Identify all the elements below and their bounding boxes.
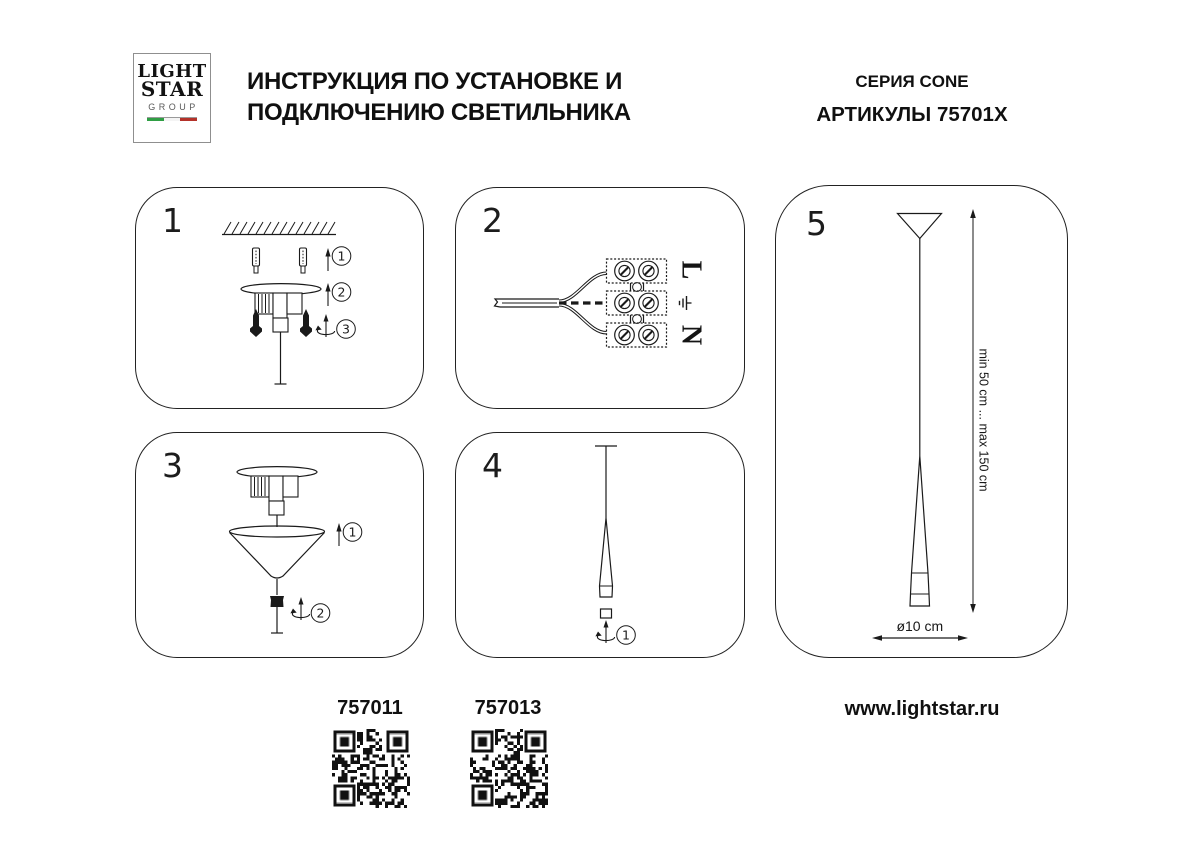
callout-1-rotate-icon <box>595 620 614 643</box>
canopy-cone <box>230 526 325 578</box>
step-5-number: 5 <box>806 204 827 243</box>
callout-1 <box>332 247 351 266</box>
website-label: www.lightstar.ru <box>844 698 1000 720</box>
step-1-number: 1 <box>162 201 183 240</box>
step-1-panel <box>135 187 424 409</box>
series-header <box>780 72 1044 127</box>
diameter-label: ø10 cm <box>896 618 944 634</box>
qr-code-757011 <box>332 729 410 808</box>
diffuser-cap <box>601 609 612 618</box>
wall-anchor-right <box>300 248 307 273</box>
ceiling-mount-plate <box>237 467 317 515</box>
step-2-number: 2 <box>482 201 503 240</box>
cord-grip <box>270 596 284 607</box>
pendant-cone-body <box>600 518 613 597</box>
lightstar-logo <box>133 53 211 143</box>
page-title-line2: ПОДКЛЮЧЕНИЮ СВЕТИЛЬНИКА <box>247 99 631 126</box>
terminal-screw <box>639 293 659 313</box>
callout-2-number: 2 <box>316 605 325 621</box>
callout-3 <box>337 320 356 339</box>
logo-word-star: STAR <box>140 77 204 101</box>
callout-3-number: 3 <box>342 321 350 337</box>
callout-1-number: 1 <box>337 248 346 264</box>
terminal-label-line: L <box>675 260 707 280</box>
wall-anchor-left <box>253 248 260 273</box>
series-label: СЕРИЯ CONE <box>855 72 969 91</box>
callout-1 <box>617 626 636 645</box>
pendant-cone-body <box>910 456 930 606</box>
step-3-panel <box>135 432 424 658</box>
callout-2-arrow-icon <box>325 283 330 306</box>
height-range-label: min 50 cm ... max 150 cm <box>976 348 991 492</box>
wire-ground <box>559 304 607 335</box>
callout-1-arrow-icon <box>325 248 330 271</box>
terminal-screw <box>615 293 635 313</box>
flag-red-segment <box>180 117 197 121</box>
page-title-line1: ИНСТРУКЦИЯ ПО УСТАНОВКЕ И <box>247 68 623 95</box>
callout-1 <box>343 523 362 542</box>
terminal-screw <box>639 261 659 281</box>
logo-word-group: GROUP <box>148 102 199 112</box>
wire-line <box>559 272 607 303</box>
step-1-diagram <box>136 188 425 410</box>
step-4-diagram <box>456 433 746 659</box>
article-code-757013: 757013 <box>474 697 542 719</box>
step-5-panel <box>775 185 1068 658</box>
callout-1-number: 1 <box>622 627 630 643</box>
articles-label: АРТИКУЛЫ 75701X <box>816 103 1008 126</box>
step-3-diagram <box>136 433 425 659</box>
flag-white-segment <box>164 117 181 121</box>
callout-2-rotate-icon <box>290 597 309 620</box>
callout-1-arrow-icon <box>336 523 341 546</box>
mains-cable <box>495 299 560 307</box>
height-dimension-arrow <box>970 209 976 613</box>
step-4-number: 4 <box>482 446 503 485</box>
logo-word-light: LIGHT <box>137 61 207 82</box>
step-3-number: 3 <box>162 446 183 485</box>
article-code-757011: 757011 <box>337 697 403 719</box>
callout-3-rotate-icon <box>315 314 334 337</box>
terminal-screw <box>615 325 635 345</box>
flag-green-segment <box>147 117 164 121</box>
qr-code-757013 <box>470 729 548 808</box>
callout-1-number: 1 <box>348 524 357 540</box>
ceiling-hatch <box>222 222 336 235</box>
step-5-dimensions-diagram <box>776 186 1069 659</box>
step-2-wiring-diagram <box>456 188 746 410</box>
terminal-screw <box>615 261 635 281</box>
italy-flag-icon <box>147 117 197 121</box>
callout-2 <box>311 604 330 623</box>
diameter-dimension-arrow <box>872 635 968 640</box>
page-title <box>247 66 667 128</box>
terminal-block <box>607 259 667 347</box>
terminal-screw <box>639 325 659 345</box>
terminal-label-neutral: N <box>675 324 707 346</box>
step-4-panel <box>455 432 745 658</box>
earth-ground-icon <box>680 296 692 310</box>
step-2-panel <box>455 187 745 409</box>
canopy-triangle <box>898 214 942 239</box>
callout-2-number: 2 <box>337 284 346 300</box>
callout-2 <box>332 283 351 302</box>
